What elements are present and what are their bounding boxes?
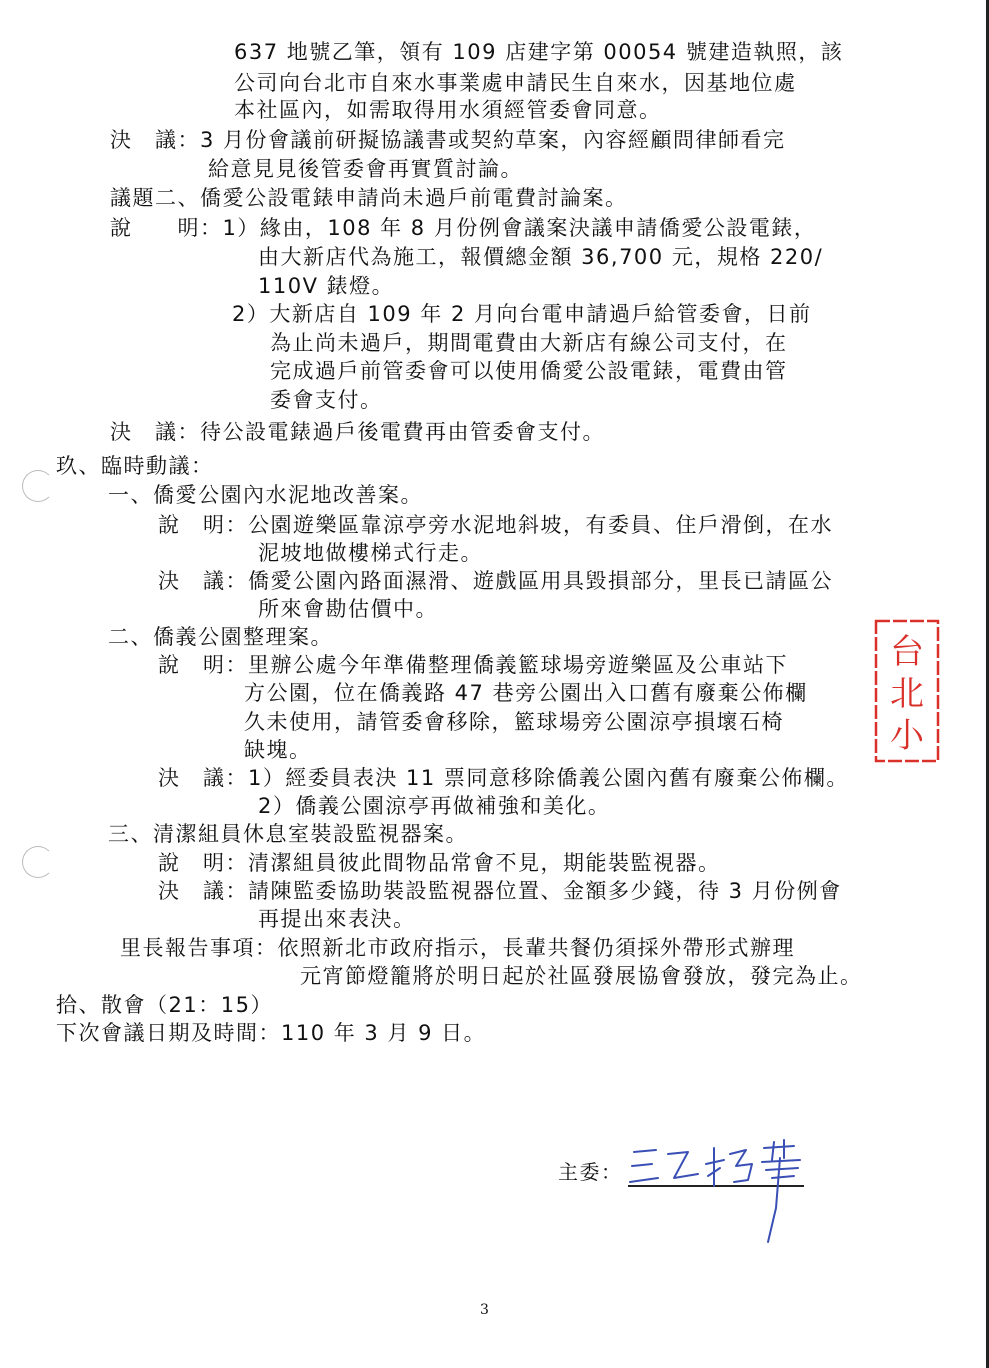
explanation-line: 說 明：清潔組員彼此間物品常會不見，期能裝監視器。 <box>158 851 721 875</box>
section-heading: 拾、散會（21：15） <box>56 993 273 1017</box>
explanation-line: 說 明：1）緣由，108 年 8 月份例會議案決議申請僑愛公設電錶， <box>110 216 817 240</box>
body-line: 給意見見後管委會再實質討論。 <box>208 157 523 181</box>
motion-heading: 二、僑義公園整理案。 <box>108 625 333 649</box>
body-line: 本社區內，如需取得用水須經管委會同意。 <box>234 98 662 122</box>
resolution-line: 決 議：1）經委員表決 11 票同意移除僑義公園內舊有廢棄公佈欄。 <box>158 766 849 790</box>
page-number: 3 <box>480 1302 489 1318</box>
body-line: 由大新店代為施工，報價總金額 36,700 元，規格 220/ <box>258 245 824 269</box>
svg-text:小: 小 <box>890 716 924 756</box>
resolution-line: 決 議：3 月份會議前研擬協議書或契約草案，內容經顧問律師看完 <box>110 128 786 152</box>
resolution-line: 決 議：待公設電錶過戶後電費再由管委會支付。 <box>110 420 605 444</box>
handwritten-signature <box>622 1138 812 1248</box>
body-line: 缺塊。 <box>244 738 312 762</box>
body-line: 為止尚未過戶，期間電費由大新店有線公司支付，在 <box>270 331 788 355</box>
motion-heading: 一、僑愛公園內水泥地改善案。 <box>108 483 423 507</box>
body-line: 久未使用，請管委會移除，籃球場旁公園涼亭損壞石椅 <box>244 710 784 734</box>
svg-text:北: 北 <box>890 674 924 714</box>
signature-label: 主委： <box>558 1160 623 1184</box>
body-line: 2）大新店自 109 年 2 月向台電申請過戶給管委會，日前 <box>232 302 812 326</box>
body-line: 委會支付。 <box>270 388 383 412</box>
svg-text:台: 台 <box>890 632 924 672</box>
report-heading: 里長報告事項：依照新北市政府指示，長輩共餐仍須採外帶形式辦理 <box>120 936 795 960</box>
body-line: 所來會勘估價中。 <box>258 597 438 621</box>
red-seal-stamp <box>872 617 942 765</box>
body-line: 2）僑義公園涼亭再做補強和美化。 <box>258 794 611 818</box>
body-line: 元宵節燈籠將於明日起於社區發展協會發放，發完為止。 <box>300 964 863 988</box>
punch-hole-top <box>22 470 54 502</box>
explanation-line: 說 明：公園遊樂區靠涼亭旁水泥地斜坡，有委員、住戶滑倒，在水 <box>158 513 833 537</box>
agenda-item-heading: 議題二、僑愛公設電錶申請尚未過戶前電費討論案。 <box>110 186 628 210</box>
punch-hole-bottom <box>22 846 54 878</box>
body-line: 方公園，位在僑義路 47 巷旁公園出入口舊有廢棄公佈欄 <box>244 681 808 705</box>
body-line: 完成過戶前管委會可以使用僑愛公設電錶，電費由管 <box>270 359 788 383</box>
body-line: 110V 錶燈。 <box>258 274 395 298</box>
next-meeting-line: 下次會議日期及時間：110 年 3 月 9 日。 <box>56 1021 487 1045</box>
motion-heading: 三、清潔組員休息室裝設監視器案。 <box>108 822 468 846</box>
body-line: 再提出來表決。 <box>258 907 416 931</box>
body-line: 637 地號乙筆，領有 109 店建字第 00054 號建造執照，該 <box>234 40 844 64</box>
resolution-line: 決 議：僑愛公園內路面濕滑、遊戲區用具毀損部分，里長已請區公 <box>158 569 833 593</box>
explanation-line: 說 明：里辦公處今年準備整理僑義籃球場旁遊樂區及公車站下 <box>158 653 788 677</box>
body-line: 公司向台北市自來水事業處申請民生自來水，因基地位處 <box>234 71 797 95</box>
body-line: 泥坡地做樓梯式行走。 <box>258 541 483 565</box>
section-heading: 玖、臨時動議： <box>56 454 214 478</box>
resolution-line: 決 議：請陳監委協助裝設監視器位置、金額多少錢，待 3 月份例會 <box>158 879 842 903</box>
